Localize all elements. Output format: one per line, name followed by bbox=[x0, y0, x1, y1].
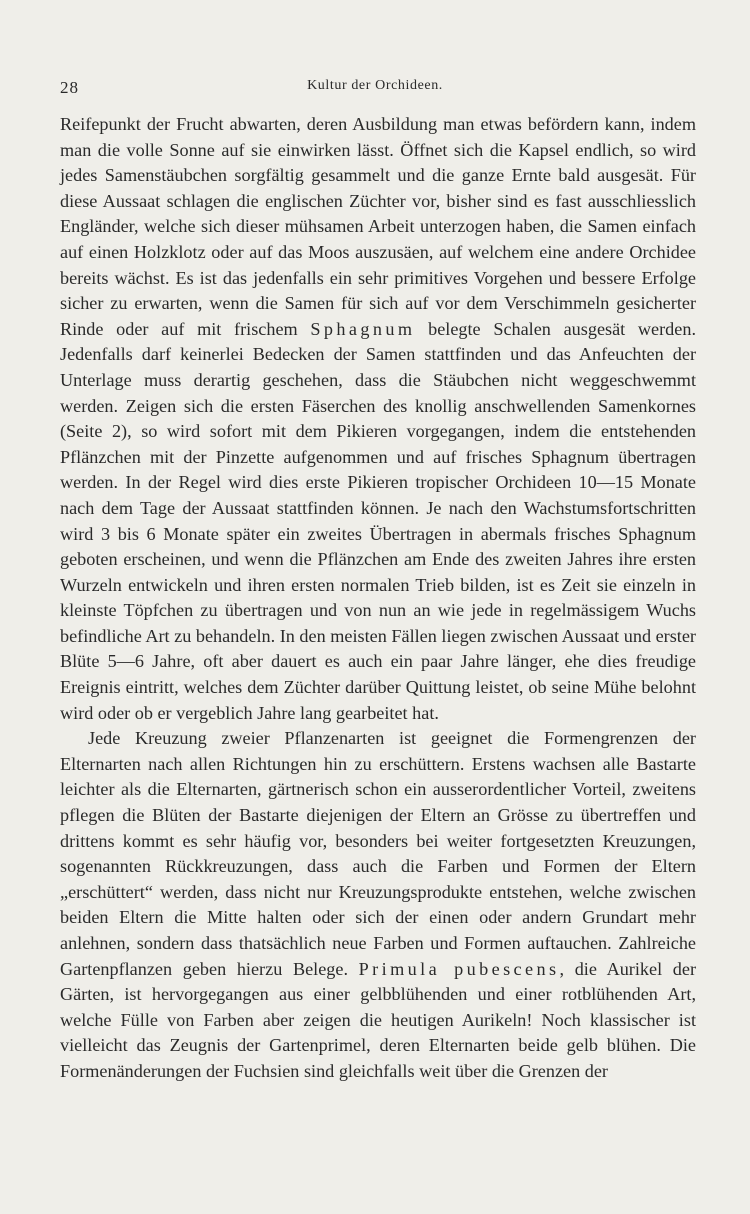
term-primula-pubescens: Primula pubescens bbox=[358, 958, 560, 979]
page-header bbox=[60, 78, 690, 98]
paragraph-1 bbox=[60, 112, 696, 726]
running-head: Kultur der Orchideen. bbox=[307, 78, 443, 93]
term-sphagnum: Sphagnum bbox=[310, 318, 416, 339]
page-number: 28 bbox=[60, 78, 79, 97]
paragraph-2 bbox=[60, 726, 696, 1084]
paragraph-2-text-b: , die Aurikel der Gärten, ist hervorgegangen aus einer gelbblühenden und einer rotblühenden Art, welche Fülle von Farben aber zeigen die heutigen Aurikeln! Noch klassischer ist vielleicht das Zeugnis der Gartenprimel, deren Elternarten beide gelb blühen. Die Formenänderungen der Fuchsien sind gleichfalls weit über die Grenzen der bbox=[60, 958, 697, 1081]
paragraph-1-text-a: Reifepunkt der Frucht abwarten, deren Ausbildung man etwas befördern kann, indem man die volle Sonne auf sie einwirken lässt. Öffnet sich die Kapsel endlich, so wird jedes Samenstäubchen sorgfältig gesammelt und die ganze Ernte bald ausgesät. Für diese Aussaat schlagen die englischen Züchter vor, bisher sind es fast ausschliesslich Engländer, welche sich dieser mühsamen Arbeit unterzogen haben, die Samen einfach auf einen Holzklotz oder auf das Moos auszusäen, auf welchem eine andere Orchidee bereits wächst. Es ist das jedenfalls ein sehr primitives Vorgehen und bessere Erfolge sicher zu erwarten, wenn die Samen für sich auf vor dem Verschimmeln gesicherter Rinde oder auf mit frischem bbox=[60, 114, 696, 339]
paragraph-1-text-b: belegte Schalen ausgesät werden. Jedenfalls darf keinerlei Bedecken der Samen stattfinden und das Anfeuchten der Unterlage muss derartig geschehen, dass die Stäubchen nicht weggeschwemmt werden. Zeigen sich die ersten Fäserchen des knollig anschwellenden Samenkornes (Seite 2), so wird sofort mit dem Pikieren vorgegangen, indem die entstehenden Pflänzchen mit der Pinzette aufgenommen und auf frisches Sphagnum übertragen werden. In der Regel wird dies erste Pikieren tropischer Orchideen 10—15 Monate nach dem Tage der Aussaat stattfinden können. Je nach den Wachstumsfortschritten wird 3 bis 6 Monate später ein zweites Übertragen in abermals frisches Sphagnum geboten erscheinen, und wenn die Pflänzchen am Ende des zweiten Jahres ihre ersten Wurzeln entwickeln und ihren ersten normalen Trieb bilden, ist es Zeit sie einzeln in kleinste Töpfchen zu übertragen und von nun an wie jede in regelmässigem Wuchs befindliche Art zu behandeln. In den meisten Fällen liegen zwischen Aussaat und erster Blüte 5—6 Jahre, oft aber dauert es auch ein paar Jahre länger, ehe dies freudige Ereignis eintritt, welches dem Züchter darüber Quittung leistet, ob seine Mühe belohnt wird oder ob er vergeblich Jahre lang gearbeitet hat. bbox=[60, 318, 696, 723]
body-text bbox=[60, 112, 696, 1085]
paragraph-2-text-a: Jede Kreuzung zweier Pflanzenarten ist geeignet die Formengrenzen der Elternarten nach allen Richtungen hin zu erschüttern. Erstens wachsen alle Bastarte leichter als die Elternarten, gärtnerisch schon ein ausserordentlicher Vorteil, zweitens pflegen die Blüten der Bastarte diejenigen der Eltern an Grösse zu übertreffen und drittens kommt es sehr häufig vor, besonders bei weiter fortgesetzten Kreuzungen, sogenannten Rückkreuzungen, dass auch die Farben und Formen der Eltern „erschüttert“ werden, dass nicht nur Kreuzungsprodukte entstehen, welche zwischen beiden Eltern die Mitte halten oder sich der einen oder andern Grundart mehr anlehnen, sondern dass thatsächlich neue Farben und Formen auftauchen. Zahlreiche Gartenpflanzen geben hierzu Belege. bbox=[60, 728, 696, 979]
